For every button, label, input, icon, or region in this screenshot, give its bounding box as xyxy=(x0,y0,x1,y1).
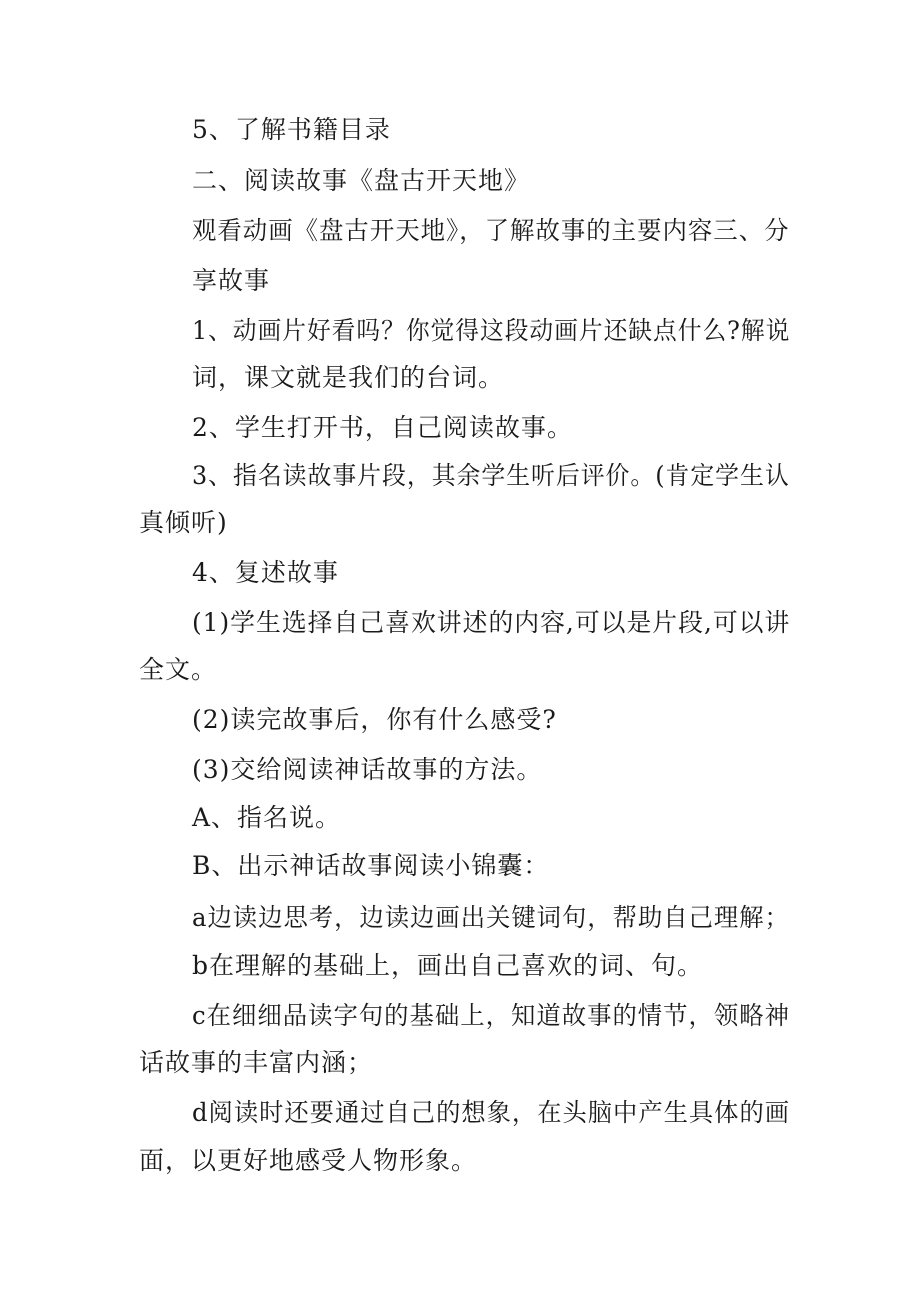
text-line: B、出示神话故事阅读小锦囊： xyxy=(192,851,550,880)
text-line: 3、指名读故事片段，其余学生听后评价。(肯定学生认 xyxy=(192,461,790,490)
text-line: A、指名说。 xyxy=(192,803,342,832)
text-line: 观看动画《盘古开天地》，了解故事的主要内容三、分 xyxy=(192,216,790,245)
text-line: 词，课文就是我们的台词。 xyxy=(192,363,505,392)
text-line: 面，以更好地感受人物形象。 xyxy=(139,1146,478,1175)
text-line: 4、复述故事 xyxy=(192,558,339,587)
text-line: (1)学生选择自己喜欢讲述的内容,可以是片段,可以讲 xyxy=(192,608,791,637)
text-line: d阅读时还要通过自己的想象，在头脑中产生具体的画 xyxy=(192,1098,791,1127)
text-line: 真倾听) xyxy=(139,508,228,537)
text-line: a边读边思考，边读边画出关键词句，帮助自己理解； xyxy=(192,903,790,932)
text-line: 话故事的丰富内涵； xyxy=(139,1048,374,1077)
text-line: (2)读完故事后，你有什么感受? xyxy=(192,705,557,734)
text-line: 二、阅读故事《盘古开天地》 xyxy=(192,166,531,195)
text-line: (3)交给阅读神话故事的方法。 xyxy=(192,755,543,784)
text-line: 5、了解书籍目录 xyxy=(192,115,391,144)
text-line: 享故事 xyxy=(192,266,271,295)
text-line: 全文。 xyxy=(139,655,218,684)
text-line: b在理解的基础上，画出自己喜欢的词、句。 xyxy=(192,951,704,980)
text-line: c在细细品读字句的基础上，知道故事的情节，领略神 xyxy=(192,1001,790,1030)
text-line: 1、动画片好看吗？你觉得这段动画片还缺点什么?解说 xyxy=(192,316,791,345)
text-line: 2、学生打开书，自己阅读故事。 xyxy=(192,413,573,442)
